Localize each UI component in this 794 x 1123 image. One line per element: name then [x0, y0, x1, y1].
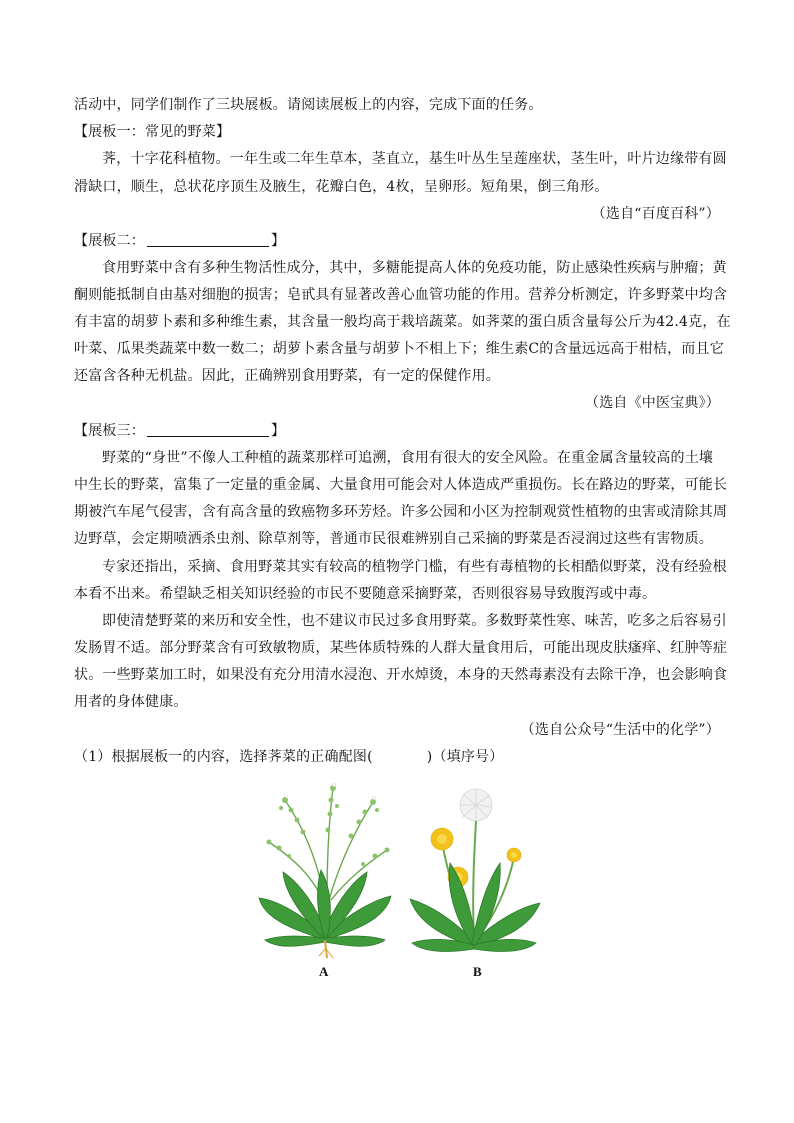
intro-text: 活动中，同学们制作了三块展板。请阅读展板上的内容，完成下面的任务。 [74, 97, 543, 113]
figure-b-label: B [473, 964, 482, 979]
board2-title-blank[interactable] [147, 232, 269, 247]
board2-line: 酮则能抵制自由基对细胞的损害；皂甙具有显著改善心血管功能的作用。营养分析测定，许多野菜中均含 [74, 287, 728, 303]
board3-line: 本看不出来。希望缺乏相关知识经验的市民不要随意采摘野菜，否则很容易导致腹泻或中毒。 [74, 586, 657, 602]
question-1-prefix: （1）根据展板一的内容，选择荠菜的正确配图( [74, 749, 373, 765]
board3-line: 用者的身体健康。 [74, 694, 188, 710]
board3-heading-open: 【展板三： [74, 423, 145, 439]
board3-line: 野菜的“身世”不像人工种植的蔬菜那样可追溯，食用有很大的安全风险。在重金属含量较高的土壤 [102, 450, 714, 466]
board2-heading-close: 】 [271, 233, 286, 249]
board2-line: 叶菜、瓜果类蔬菜中数一数二；胡萝卜素含量与胡萝卜不相上下；维生素C的含量远远高于柑桔，而且它 [74, 341, 724, 357]
board2-source: （选自《中医宝典》） [585, 395, 720, 411]
board3-line: 期被汽车尾气侵害，含有高含量的致癌物多环芳烃。许多公园和小区为控制观赏性植物的虫害或清除其周 [74, 504, 728, 520]
board3-source: （选自公众号“生活中的化学”） [520, 722, 720, 738]
question-1-suffix: )（填序号） [426, 749, 504, 765]
board3-line: 状。一些野菜加工时，如果没有充分用清水浸泡、开水焯烫，本身的天然毒素没有去除干净，也会影响食 [74, 667, 728, 683]
board2-line: 有丰富的胡萝卜素和多种维生素，其含量一般均高于栽培蔬菜。如荠菜的蛋白质含量每公斤为42.4克，在 [74, 314, 731, 330]
board2-heading-open: 【展板二： [74, 233, 145, 249]
board3-line: 专家还指出，采摘、食用野菜其实有较高的植物学门槛，有些有毒植物的长相酷似野菜，没有经验根 [102, 559, 727, 575]
board2-line: 食用野菜中含有多种生物活性成分，其中，多糖能提高人体的免疫功能，防止感染性疾病与肿瘤；黄 [102, 260, 727, 276]
shepherds-purse-icon[interactable] [255, 780, 395, 960]
board1-line: 荠，十字花科植物。一年生或二年生草本，茎直立，基生叶丛生呈莲座状，茎生叶，叶片边缘带有圆 [102, 151, 727, 167]
figure-a-label: A [319, 964, 329, 979]
board2-heading [74, 231, 724, 251]
dandelion-icon[interactable] [404, 787, 544, 953]
board3-line: 边野草，会定期喷洒杀虫剂、除草剂等，普通市民很难辨别自己采摘的野菜是否浸润过这些有害物质。 [74, 531, 713, 547]
board3-heading [74, 421, 724, 441]
board3-line: 中生长的野菜，富集了一定量的重金属、大量食用可能会对人体造成严重损伤。长在路边的野菜，可能长 [74, 477, 728, 493]
board1-source: （选自“百度百科”） [591, 206, 720, 222]
board3-title-blank[interactable] [147, 422, 269, 437]
board3-line: 即使清楚野菜的来历和安全性，也不建议市民过多食用野菜。多数野菜性寒、味苦，吃多之后容易引 [102, 613, 727, 629]
board2-line: 还富含各种无机盐。因此，正确辨别食用野菜，有一定的保健作用。 [74, 368, 500, 384]
question-1 [74, 747, 724, 767]
board1-heading: 【展板一：常见的野菜】 [74, 124, 231, 140]
board1-line: 滑缺口，顺生，总状花序顶生及腋生，花瓣白色，4枚，呈卵形。短角果，倒三角形。 [74, 179, 609, 195]
board3-heading-close: 】 [271, 423, 286, 439]
board3-line: 发肠胃不适。部分野菜含有可致敏物质，某些体质特殊的人群大量食用后，可能出现皮肤瘙痒、红肿等症 [74, 640, 728, 656]
